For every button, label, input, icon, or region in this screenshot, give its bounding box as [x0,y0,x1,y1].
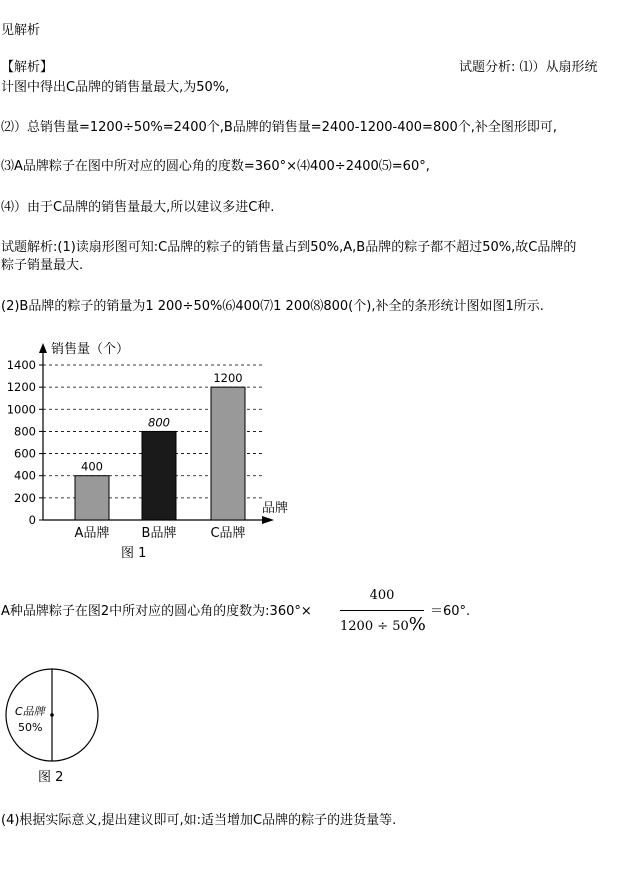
fraction-percent-sign: % [408,614,426,635]
fraction-denominator-expression: 1200 ÷ 50 [340,619,409,634]
analysis-line-1: 计图中得出C品牌的销售量最大,为50%, [1,80,230,95]
analysis-line-3: ⑶A品牌粽子在图中所对应的圆心角的度数=360°×⑷400÷2400⑸=60°, [1,159,430,174]
figure-1-caption: 图 1 [121,546,147,561]
y-axis-arrow [39,343,47,353]
solution-p1-line-1: 试题解析:(1)读扇形图可知:C品牌的粽子的销售量占到50%,A,B品牌的粽子都不超过50%,故C品牌的 [1,240,577,255]
bar [75,476,109,520]
pie-chart-figure-2 [0,668,110,768]
x-axis-arrow [262,516,274,524]
fraction-bar [340,610,424,611]
bar [211,387,245,520]
x-axis-title: 品牌 [262,501,289,516]
analysis-intro: 试题分析: ⑴）从扇形统 [459,60,598,75]
bar [142,431,176,520]
y-tick-label: 1000 [6,402,36,417]
y-axis-title: 销售量（个） [51,342,130,357]
x-category-label: A品牌 [74,526,110,541]
pie-label: C品牌 [15,705,45,718]
analysis-label: 【解析】 [1,60,54,75]
solution-p3-prefix: A种品牌粽子在图2中所对应的圆心角的度数为:360°× [1,604,312,619]
fraction-numerator: 400 [369,588,395,603]
y-tick-label: 1200 [6,380,36,395]
y-tick-label: 200 [14,490,36,505]
analysis-line-4: ⑷）由于C品牌的销售量最大,所以建议多进C种. [1,200,275,215]
pie-center-dot [50,713,54,717]
solution-p2: (2)B品牌的粽子的销量为1 200÷50%⑹400⑺1 200⑻800(个),补全的条形统计图如图1所示. [1,299,544,314]
analysis-line-2: ⑵）总销售量=1200÷50%=2400个,B品牌的销售量=2400-1200-400=800个,补全图形即可, [1,120,558,135]
x-category-label: B品牌 [141,526,177,541]
fraction-denominator [340,614,430,635]
solution-p1-line-2: 粽子销量最大. [1,258,84,273]
bar-value-label: 400 [81,459,103,474]
x-category-label: C品牌 [210,526,246,541]
y-tick-label: 400 [14,468,36,483]
pie-percent: 50% [18,721,43,734]
y-tick-label: 1400 [6,358,36,372]
fraction [340,588,435,640]
bar-value-label: 1200 [213,371,243,386]
bar-value-label: 800 [148,415,170,430]
solution-p4: (4)根据实际意义,提出建议即可,如:适当增加C品牌的粽子的进货量等. [1,813,397,828]
y-tick-label: 800 [14,424,36,439]
see-analysis-text: 见解析 [1,23,41,38]
y-tick-label: 0 [28,513,36,527]
pie-caption: 图 2 [38,770,64,785]
bar-chart-figure-1 [0,335,300,565]
y-tick-label: 600 [14,446,36,461]
solution-p3-suffix: ＝60°. [430,604,471,619]
